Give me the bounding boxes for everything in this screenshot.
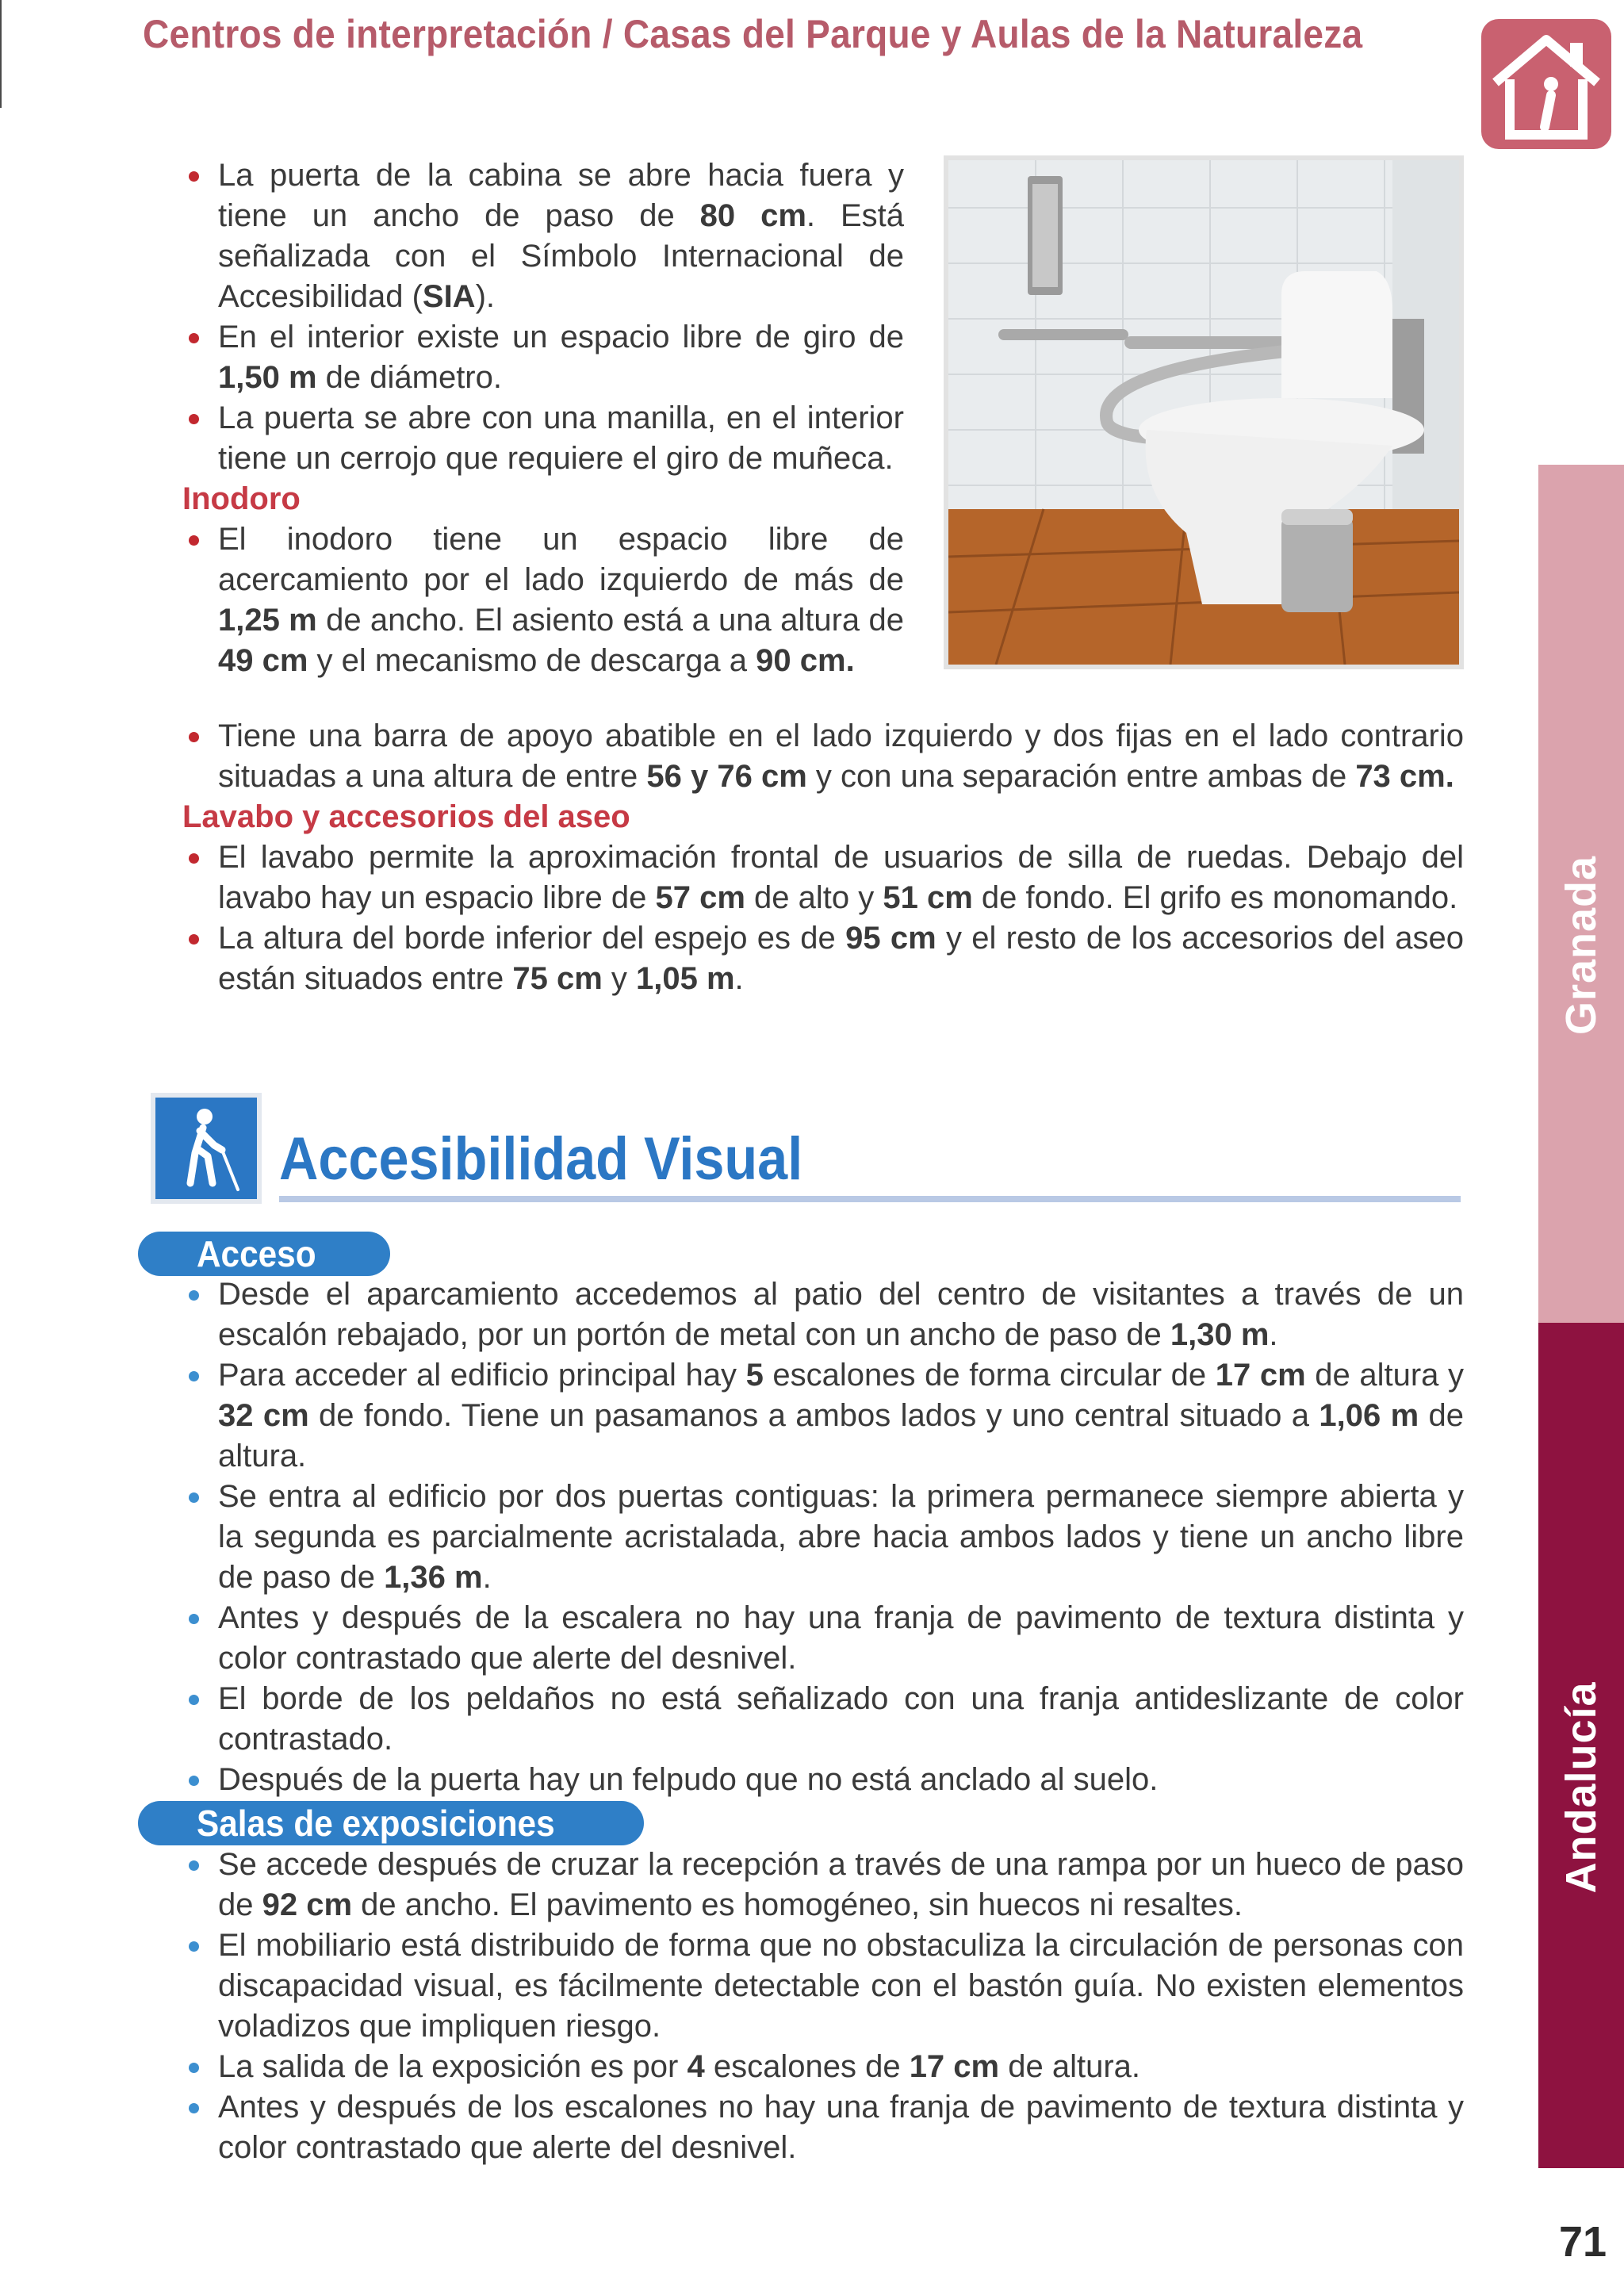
list-item: Después de la puerta hay un felpudo que no está anclado al suelo.	[182, 1760, 1464, 1800]
list-item: En el interior existe un espacio libre de giro de 1,50 m de diámetro.	[182, 317, 904, 398]
list-item: Se entra al edificio por dos puertas contiguas: la primera permanece siempre abierta y la segunda es parcialmente acristalada, abre hacia ambos lados y tiene un ancho libre de paso de 1,36 m.	[182, 1477, 1464, 1598]
list-item: La altura del borde inferior del espejo es de 95 cm y el resto de los accesorios del aseo están situados entre 75 cm y 1,05 m.	[182, 918, 1464, 999]
cabin-door-section	[182, 155, 904, 681]
list-item: Para acceder al edificio principal hay 5 escalones de forma circular de 17 cm de altura y 32 cm de fondo. Tiene un pasamanos a ambos lados y uno central situado a 1,06 m de altura.	[182, 1355, 1464, 1477]
community-tab	[1538, 1323, 1624, 2168]
list-item: Desde el aparcamiento accedemos al patio del centro de visitantes a través de un escalón rebajado, por un portón de metal con un ancho de paso de 1,30 m.	[182, 1274, 1464, 1355]
list-item: Antes y después de la escalera no hay una franja de pavimento de textura distinta y color contrastado que alerte del desnivel.	[182, 1598, 1464, 1679]
list-item: Tiene una barra de apoyo abatible en el lado izquierdo y dos fijas en el lado contrario situadas a una altura de entre 56 y 76 cm y con una separación entre ambas de 73 cm.	[182, 716, 1464, 797]
home-info-icon	[1478, 16, 1614, 152]
page-header-title: Centros de interpretación / Casas del Parque y Aulas de la Naturaleza	[143, 12, 1363, 56]
region-label: Granada	[1557, 855, 1605, 1035]
list-item: Antes y después de los escalones no hay una franja de pavimento de textura distinta y color contrastado que alerte del desnivel.	[182, 2087, 1464, 2168]
inodoro-heading: Inodoro	[182, 481, 301, 516]
list-item: El mobiliario está distribuido de forma que no obstaculiza la circulación de personas con discapacidad visual, es fácilmente detectable con el bastón guía. No existen elementos voladizos que impliquen riesgo.	[182, 1925, 1464, 2047]
toilet-and-sink-section	[182, 716, 1464, 999]
list-item: El inodoro tiene un espacio libre de acercamiento por el lado izquierdo de más de 1,25 m de ancho. El asiento está a una altura de 49 cm y el mecanismo de descarga a 90 cm.	[182, 519, 904, 681]
list-item: La puerta se abre con una manilla, en el interior tiene un cerrojo que requiere el giro de muñeca.	[182, 398, 904, 479]
salas-heading: Salas de exposiciones	[138, 1801, 644, 1845]
left-margin-rule	[0, 0, 2, 108]
region-tab	[1538, 465, 1624, 1323]
page-number: 71	[1558, 2218, 1607, 2266]
acceso-section	[182, 1274, 1464, 1800]
acceso-heading: Acceso	[138, 1232, 390, 1276]
section-title: Accesibilidad Visual	[279, 1125, 803, 1193]
list-item: Se accede después de cruzar la recepción a través de una rampa por un hueco de paso de 92 cm de ancho. El pavimento es homogéneo, sin huecos ni resaltes.	[182, 1845, 1464, 1925]
section-divider	[279, 1196, 1461, 1202]
list-item: La salida de la exposición es por 4 escalones de 17 cm de altura.	[182, 2047, 1464, 2087]
community-label: Andalucía	[1557, 1681, 1605, 1894]
lavabo-heading: Lavabo y accesorios del aseo	[182, 799, 630, 834]
salas-section	[182, 1845, 1464, 2168]
accessible-toilet-photo	[944, 155, 1464, 669]
list-item: El borde de los peldaños no está señalizado con una franja antideslizante de color contrastado.	[182, 1679, 1464, 1760]
list-item: El lavabo permite la aproximación frontal de usuarios de silla de ruedas. Debajo del lavabo hay un espacio libre de 57 cm de alto y 51 cm de fondo. El grifo es monomando.	[182, 837, 1464, 918]
blind-person-icon	[155, 1098, 257, 1199]
list-item: La puerta de la cabina se abre hacia fuera y tiene un ancho de paso de 80 cm. Está señalizada con el Símbolo Internacional de Accesibilidad (SIA).	[182, 155, 904, 317]
